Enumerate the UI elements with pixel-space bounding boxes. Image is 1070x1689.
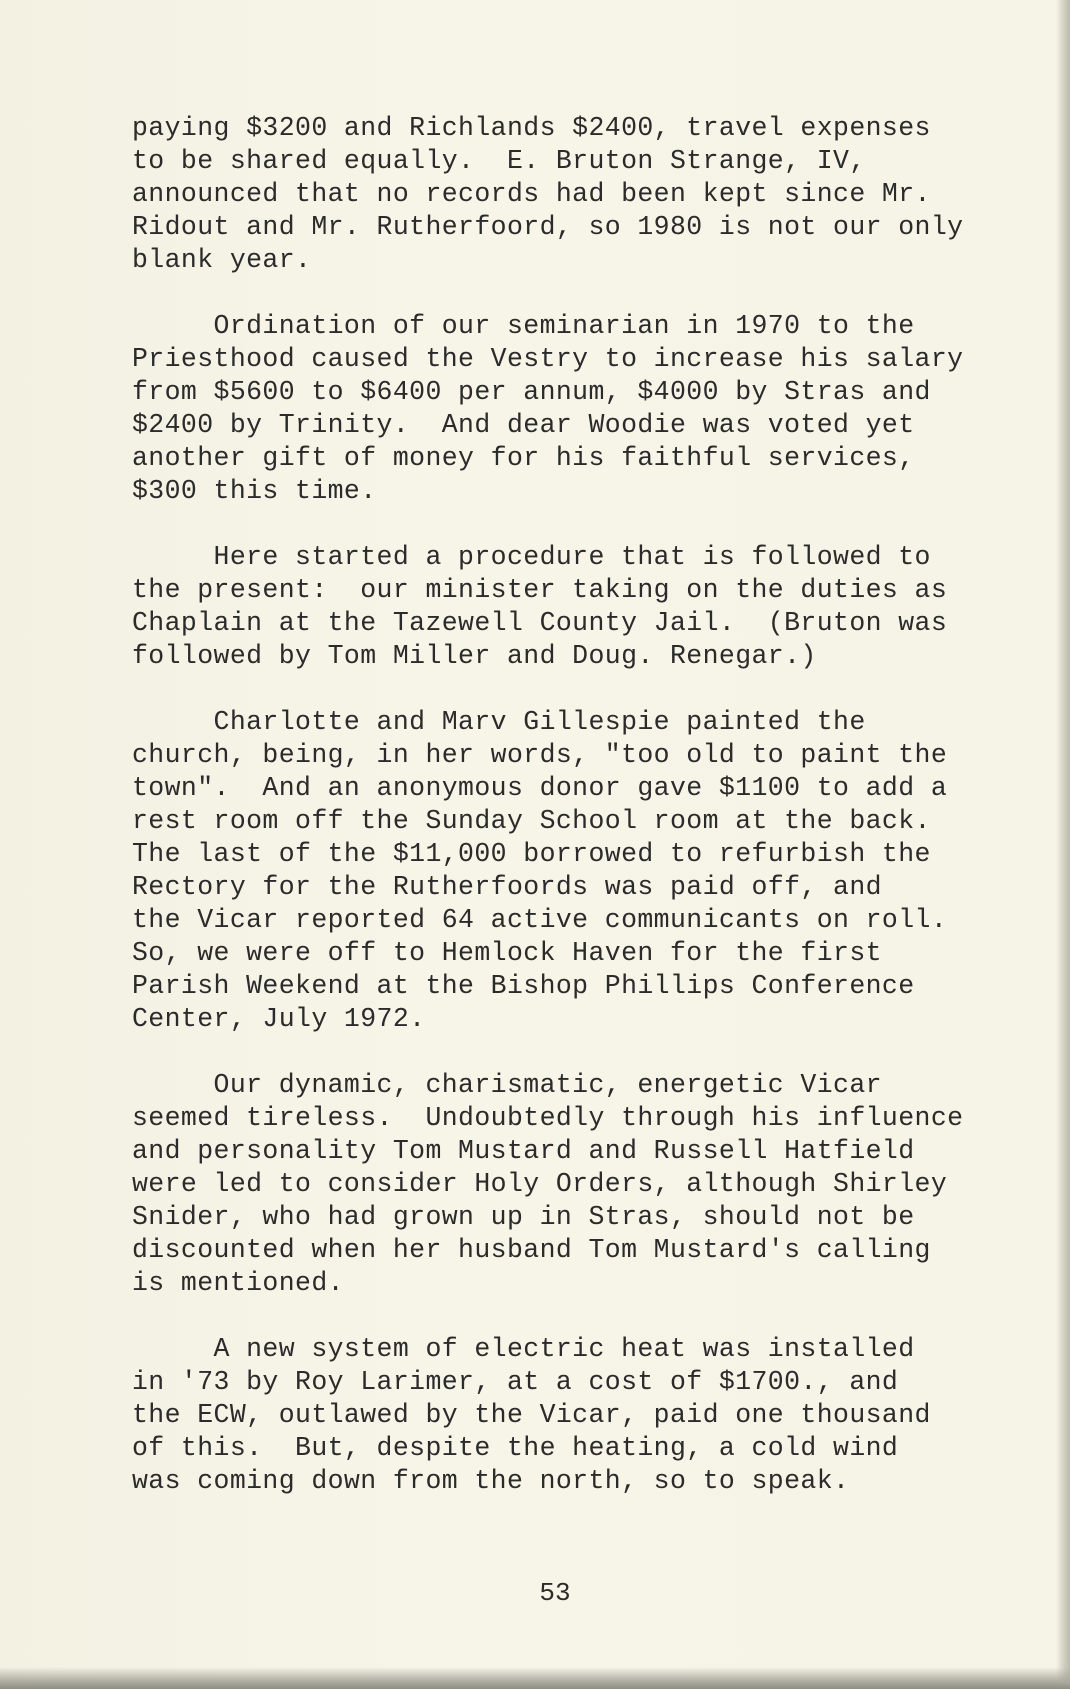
page-edge-shadow	[1056, 0, 1070, 1689]
paragraph-3: Here started a procedure that is followed to the present: our minister taking on the duties as Chaplain at the Tazewell County Jail. (Bruton was followed by Tom Miller and Doug. Renegar.)	[132, 542, 948, 671]
page-number: 53	[539, 1578, 571, 1608]
body-text	[132, 112, 1002, 1531]
paragraph-2: Ordination of our seminarian in 1970 to the Priesthood caused the Vestry to increase his salary from $5600 to $6400 per annum, $4000 by Stras and $2400 by Trinity. And dear Woodie was voted yet another gift of money for his faithful services, $300 this time.	[132, 311, 964, 506]
paragraph-5: Our dynamic, charismatic, energetic Vicar seemed tireless. Undoubtedly through his influence and personality Tom Mustard and Russell Hatfield were led to consider Holy Orders, although Shirley Snider, who had grown up in Stras, should not be discounted when her husband Tom Mustard's calling is mentioned.	[132, 1070, 964, 1298]
paragraph-6: A new system of electric heat was installed in '73 by Roy Larimer, at a cost of $1700., and the ECW, outlawed by the Vicar, paid one thousand of this. But, despite the heating, a cold wind was coming down from the north, so to speak.	[132, 1334, 931, 1496]
paragraph-1: paying $3200 and Richlands $2400, travel expenses to be shared equally. E. Bruton Strange, IV, announced that no records had been kept since Mr. Ridout and Mr. Rutherfoord, so 1980 is not our only blank year.	[132, 113, 964, 275]
paragraph-4: Charlotte and Marv Gillespie painted the church, being, in her words, "too old to paint the town". And an anonymous donor gave $1100 to add a rest room off the Sunday School room at the back. The last of the $11,000 borrowed to refurbish the Rectory for the Rutherfoords was paid off, and the Vicar reported 64 active communicants on roll. So, we were off to Hemlock Haven for the first Parish Weekend at the Bishop Phillips Conference Center, July 1972.	[132, 707, 948, 1034]
page-bottom-shadow	[0, 1667, 1070, 1689]
